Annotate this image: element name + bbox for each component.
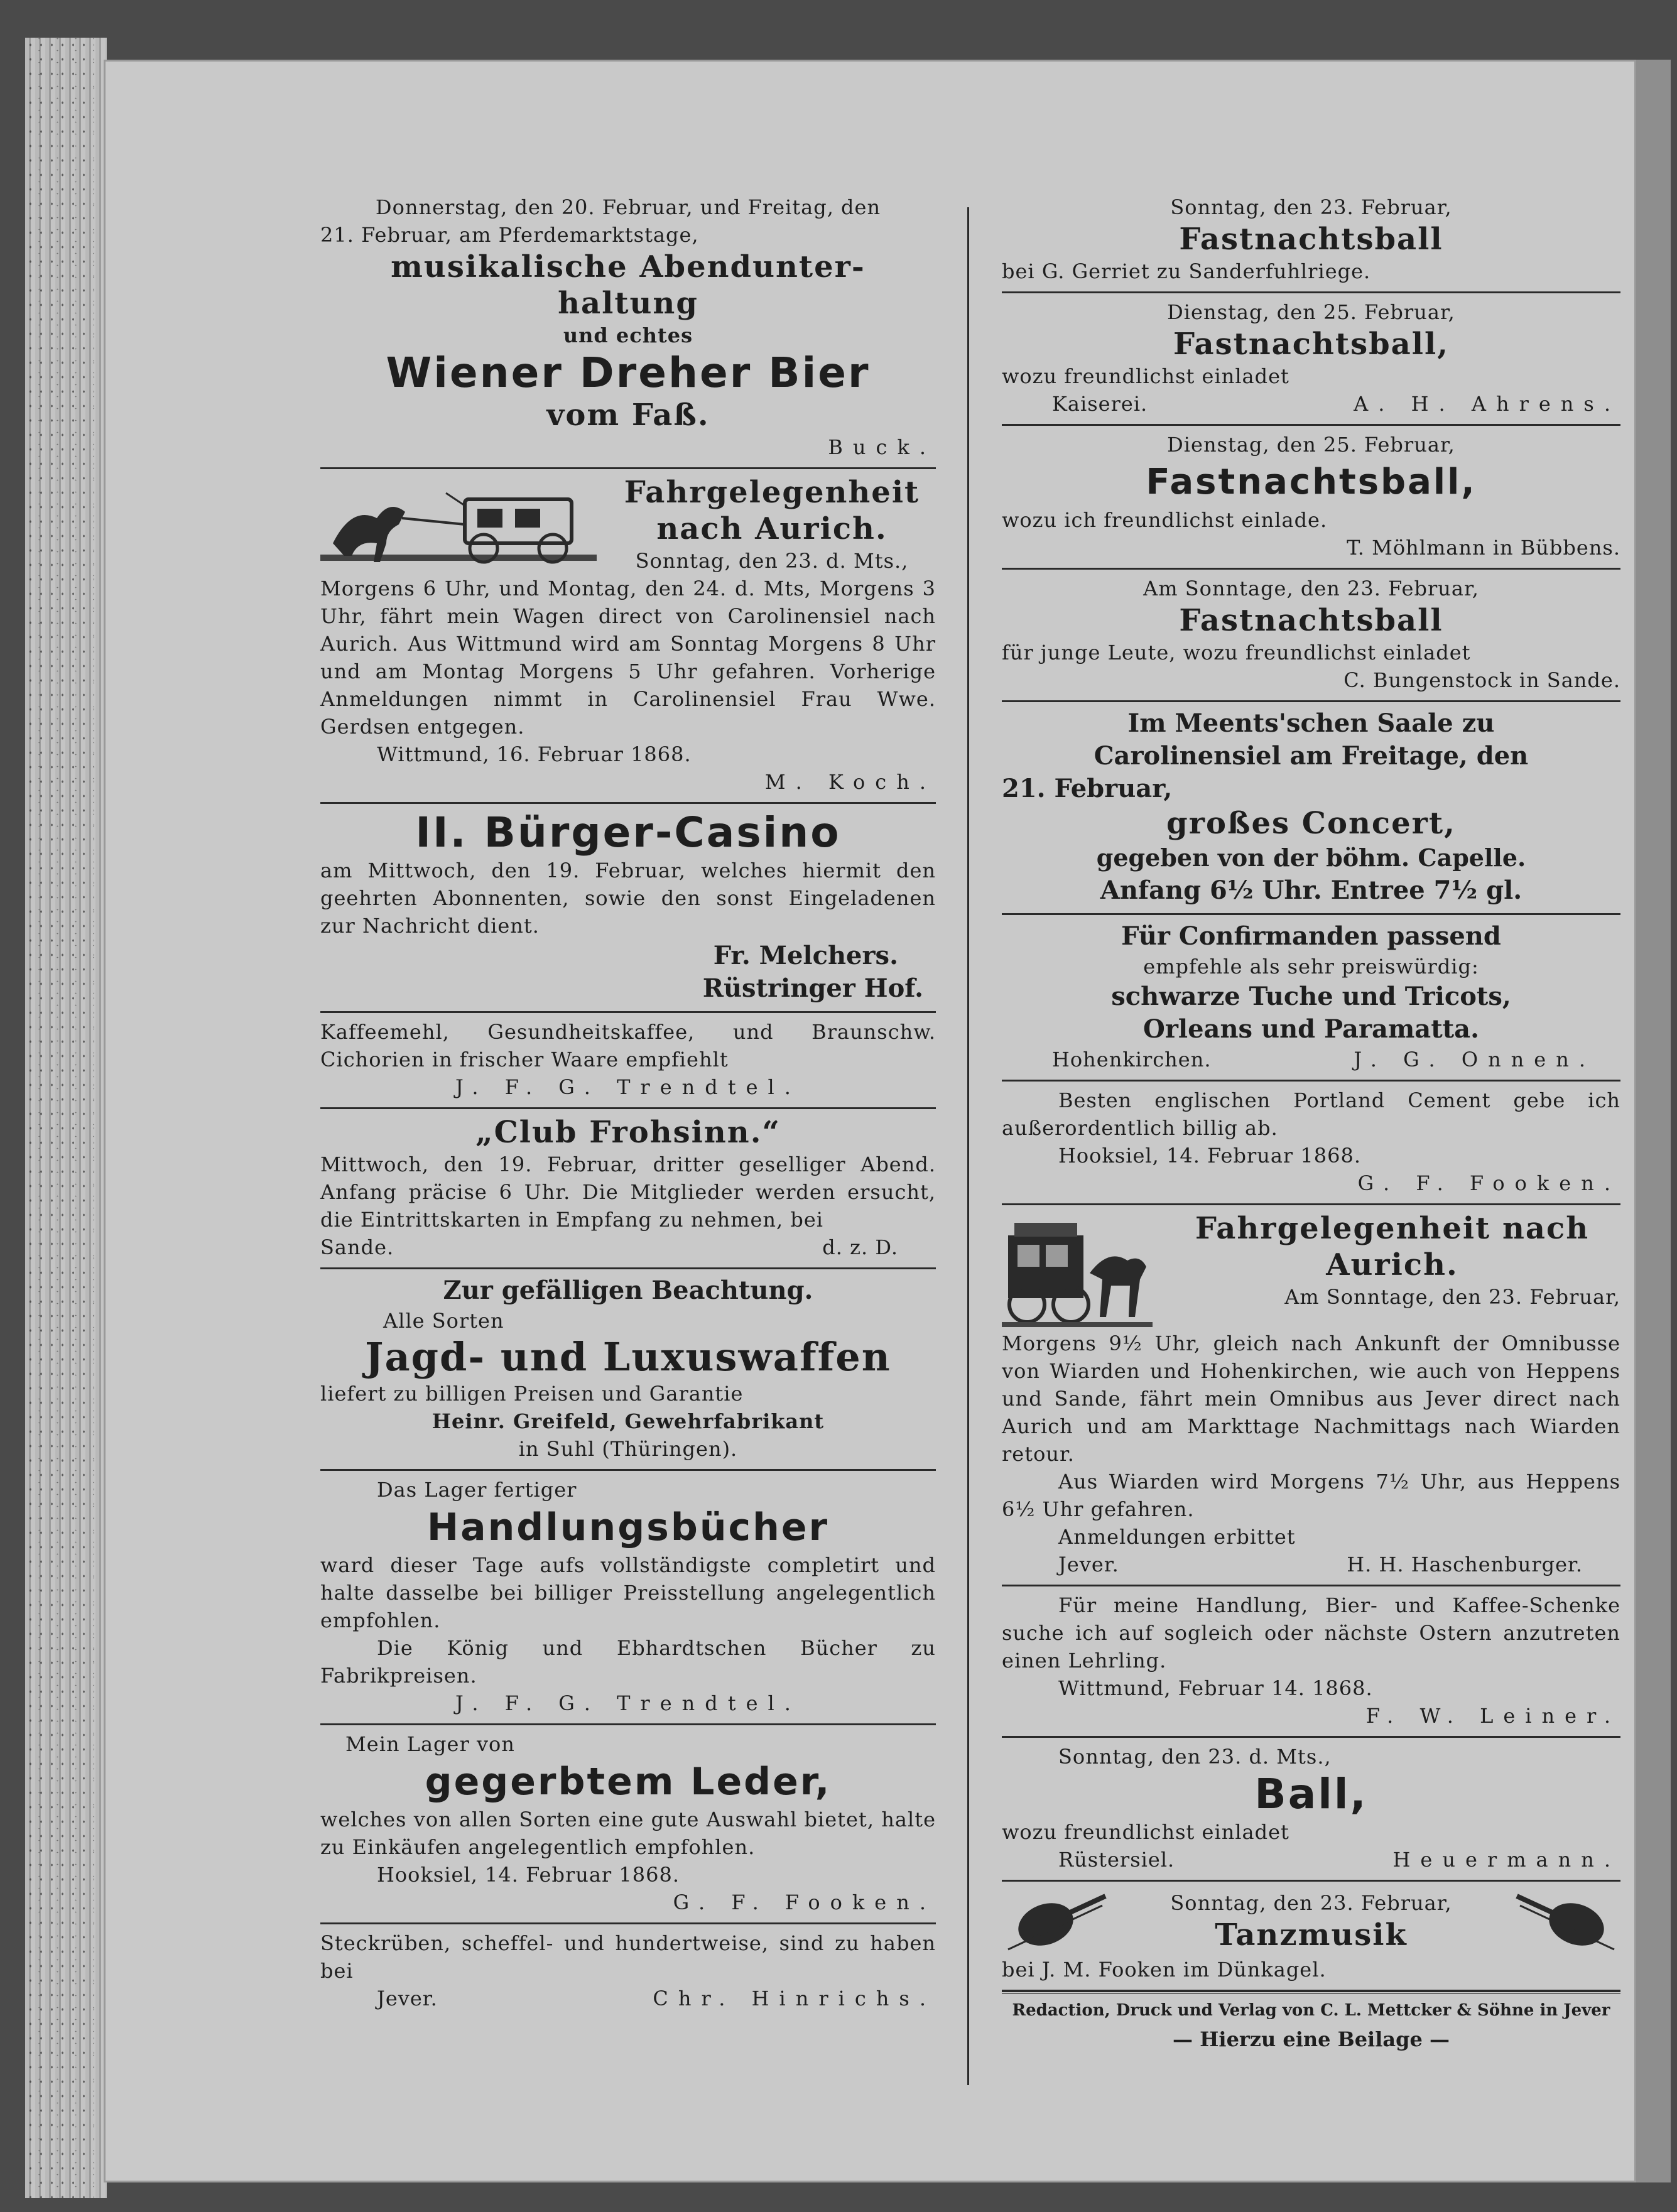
ad-signature: F. W. Leiner.: [1365, 1704, 1620, 1728]
violin-icon: [1514, 1887, 1620, 1956]
ad-portland-cement: [1002, 1082, 1620, 1205]
ad-headline: Fastnachtsball: [1179, 222, 1443, 257]
left-column: [320, 188, 936, 2019]
ad-body: Morgens 6 Uhr, und Montag, den 24. d. Mts, Morgens 3 Uhr, fährt mein Wagen direct von Carolinensiel nach Aurich. Aus Wittmund wird am Sonntag Morgens 8 Uhr und am Montag Morgens 5 Uhr gefahren. Vorherige Anmeldungen nimmt in Carolinensiel Frau Wwe. Gerdsen entgegen.: [320, 577, 936, 739]
ad-headline: Tanzmusik: [1215, 1917, 1408, 1953]
ad-header-row: [320, 474, 936, 575]
ad-signature: Chr. Hinrichs.: [653, 1987, 936, 2010]
ad-header-text: [1109, 1889, 1514, 1953]
ad-signature: H. H. Haschenburger.: [1347, 1553, 1583, 1576]
ad-headline: haltung: [558, 286, 698, 321]
ad-text: wozu freundlichst einladet: [1002, 1820, 1289, 1844]
ad-text: empfehle als sehr preiswürdig:: [1143, 955, 1479, 979]
ad-abendunterhaltung: [320, 188, 936, 469]
ad-fastnachtsball-gerriet: [1002, 188, 1620, 293]
ad-text: und echtes: [563, 323, 693, 347]
ad-body: am Mittwoch, den 19. Februar, welches hiermit den geehrten Abonnenten, sowie den sonst Eingeladenen zur Nachricht dient.: [320, 859, 936, 938]
ad-text: bei G. Gerriet zu Sanderfuhlriege.: [1002, 259, 1371, 283]
ad-headline: Orleans und Paramatta.: [1142, 1014, 1480, 1044]
ad-headline: großes Concert,: [1166, 806, 1456, 841]
ad-footer-row: [1002, 1846, 1620, 1873]
ad-headline: Fahrgelegenheit nach: [1195, 1211, 1590, 1246]
ad-signature: Fr. Melchers.: [713, 941, 898, 970]
ad-place: Kaiserei.: [1052, 392, 1148, 416]
ad-footer-row: [320, 1233, 936, 1261]
ad-date: Hooksiel, 14. Februar 1868.: [1058, 1144, 1361, 1168]
ad-text: Dienstag, den 25. Februar,: [1167, 300, 1455, 324]
ad-text: Donnerstag, den 20. Februar, und Freitag, den: [375, 195, 881, 219]
footer-rule: [1002, 1992, 1620, 1994]
ad-body: Steckrüben, scheffel- und hundertweise, sind zu haben bei: [320, 1931, 936, 1983]
ad-concert: [1002, 702, 1620, 915]
ad-headline: Für Confirmanden passend: [1121, 921, 1501, 951]
ad-fahrgelegenheit-koch: [320, 469, 936, 804]
ad-headline: nach Aurich.: [656, 511, 887, 546]
ad-header-row: [1002, 1210, 1620, 1330]
ad-fahrgelegenheit-haschenburger: [1002, 1205, 1620, 1586]
ad-signature: G. F. Fooken.: [1357, 1171, 1620, 1195]
ad-signature: M. Koch.: [764, 770, 936, 794]
ad-place: Jever.: [377, 1987, 438, 2010]
ad-text: 21. Februar, am Pferdemarktstage,: [320, 223, 699, 247]
ad-headline: Aurich.: [1326, 1247, 1458, 1282]
ad-text: für junge Leute, wozu freundlichst einladet: [1002, 641, 1471, 664]
ad-place: Hohenkirchen.: [1052, 1048, 1212, 1071]
ad-steckrueben: [320, 1924, 936, 2019]
ad-signature: Rüstringer Hof.: [702, 973, 923, 1003]
ad-text: Am Sonntage, den 23. Februar,: [1143, 577, 1479, 600]
ad-ball: [1002, 1738, 1620, 1882]
ad-text: Dienstag, den 25. Februar,: [1167, 433, 1455, 457]
ad-footer-row: [320, 1985, 936, 2012]
ad-signature: T. Möhlmann in Bübbens.: [1347, 536, 1620, 560]
ad-headline: Fastnachtsball,: [1146, 462, 1477, 502]
ad-place: Jever.: [1058, 1553, 1119, 1576]
ad-signature: d. z. D.: [822, 1235, 898, 1259]
ad-text: Alle Sorten: [383, 1309, 504, 1333]
ad-fastnachtsball-bungenstock: [1002, 570, 1620, 702]
ad-handlungsbuecher: [320, 1471, 936, 1725]
ad-body: Die König und Ebhardtschen Bücher zu Fabrikpreisen.: [320, 1636, 936, 1688]
ad-headline: II. Bürger-Casino: [415, 808, 841, 857]
ad-body: Für meine Handlung, Bier- und Kaffee-Schenke suche ich auf sogleich oder nächste Ostern anzutreten einen Lehrling.: [1002, 1593, 1620, 1673]
ad-buerger-casino: [320, 804, 936, 1013]
ad-headline: Fastnachtsball,: [1173, 327, 1449, 362]
ad-lehrling: [1002, 1586, 1620, 1738]
ad-body: Mittwoch, den 19. Februar, dritter geselliger Abend. Anfang präcise 6 Uhr. Die Mitglieder werden ersucht, die Eintrittskarten in Empfang zu nehmen, bei: [320, 1152, 936, 1232]
ad-date: Wittmund, Februar 14. 1868.: [1058, 1676, 1373, 1700]
ad-body: ward dieser Tage aufs vollständigste completirt und halte dasselbe bei billiger Preisstellung angelegentlich empfohlen.: [320, 1553, 936, 1632]
horse-carriage-icon: [320, 474, 597, 568]
ad-body: Besten englischen Portland Cement gebe ich außerordentlich billig ab.: [1002, 1088, 1620, 1140]
ad-headline: Handlungsbücher: [426, 1505, 830, 1549]
ad-headline: Ball,: [1254, 1770, 1368, 1818]
ad-text: Sonntag, den 23. Februar,: [1170, 1891, 1452, 1915]
ad-header-row: [1002, 1887, 1620, 1956]
ad-signature: Heuermann.: [1392, 1848, 1620, 1872]
ad-headline: musikalische Abendunter-: [391, 249, 866, 285]
ad-signature: A. H. Ahrens.: [1354, 392, 1620, 416]
column-divider: [967, 207, 969, 2085]
ad-headline: Fastnachtsball: [1179, 603, 1443, 638]
ad-text: Mein Lager von: [345, 1732, 515, 1756]
ad-text: liefert zu billigen Preisen und Garantie: [320, 1382, 744, 1406]
ad-headline: Jagd- und Luxuswaffen: [365, 1334, 891, 1380]
ad-headline: 21. Februar,: [1002, 774, 1173, 803]
omnibus-icon: [1002, 1210, 1153, 1330]
ad-fastnachtsball-moehlmann: [1002, 426, 1620, 570]
speckled-book-edge: [25, 38, 94, 2198]
imprint: Redaction, Druck und Verlag von C. L. Mettcker & Söhne in Jever: [1012, 2001, 1610, 2020]
ad-headline: Anfang 6½ Uhr. Entree 7½ gl.: [1100, 876, 1522, 905]
ad-date: Wittmund, 16. Februar 1868.: [377, 742, 692, 766]
ad-text: wozu freundlichst einladet: [1002, 364, 1289, 388]
ad-text: Am Sonntage, den 23. Februar,: [1284, 1285, 1620, 1309]
ad-text: bei J. M. Fooken im Dünkagel.: [1002, 1958, 1327, 1982]
ad-place: Rüstersiel.: [1058, 1848, 1175, 1872]
ad-text: Heinr. Greifeld, Gewehrfabrikant: [431, 1409, 825, 1433]
ad-body: Kaffeemehl, Gesundheitskaffee, und Braunschw. Cichorien in frischer Waare empfiehlt: [320, 1020, 936, 1071]
supplement-note: — Hierzu eine Beilage —: [1173, 2027, 1450, 2051]
ad-headline: gegerbtem Leder,: [425, 1760, 832, 1804]
ad-text: Das Lager fertiger: [377, 1478, 577, 1502]
ad-kaffeemehl: [320, 1013, 936, 1109]
ad-headline: Wiener Dreher Bier: [386, 349, 871, 397]
ad-headline: Carolinensiel am Freitage, den: [1094, 741, 1529, 771]
right-column: [1002, 188, 1620, 2052]
ad-tanzmusik: [1002, 1882, 1620, 1992]
ad-place: Sande.: [320, 1235, 394, 1259]
ad-headline: Zur gefälligen Beachtung.: [443, 1276, 813, 1305]
ad-date: Hooksiel, 14. Februar 1868.: [377, 1863, 680, 1887]
ad-text: Anmeldungen erbittet: [1058, 1525, 1296, 1549]
ad-jagdwaffen: [320, 1269, 936, 1471]
ad-fastnachtsball-ahrens: [1002, 293, 1620, 426]
ad-body: welches von allen Sorten eine gute Auswahl bietet, halte zu Einkäufen angelegentlich empfohlen.: [320, 1808, 936, 1859]
ad-text: wozu ich freundlichst einlade.: [1002, 508, 1328, 532]
ad-headline: Im Meents'schen Saale zu: [1127, 708, 1495, 738]
ad-signature: C. Bungenstock in Sande.: [1343, 668, 1620, 692]
ad-footer-row: [1002, 390, 1620, 418]
ad-text: Sonntag, den 23. Februar,: [1170, 195, 1452, 219]
ad-text: Sonntag, den 23. d. Mts.,: [1058, 1745, 1332, 1769]
ad-text: in Suhl (Thüringen).: [518, 1437, 738, 1461]
ad-signature: G. F. Fooken.: [673, 1890, 936, 1914]
ad-body: Morgens 9½ Uhr, gleich nach Ankunft der Omnibusse von Wiarden und Hohenkirchen, wie auch von Heppens und Sande, fährt mein Omnibus aus Jever direct nach Aurich und am Markttage Nachmittags nach Wiarden retour.: [1002, 1331, 1620, 1466]
ad-signature: Buck.: [828, 435, 936, 459]
ad-footer-row: [1002, 1551, 1620, 1578]
ad-text: Sonntag, den 23. d. Mts.,: [635, 549, 909, 573]
ad-signature: J. F. G. Trendtel.: [455, 1691, 801, 1715]
ad-confirmanden: [1002, 915, 1620, 1082]
ad-body: Aus Wiarden wird Morgens 7½ Uhr, aus Heppens 6½ Uhr gefahren.: [1002, 1470, 1620, 1521]
ad-header-text: [608, 474, 936, 575]
ad-headline: „Club Frohsinn.“: [475, 1115, 781, 1150]
ad-headline: vom Faß.: [546, 398, 710, 433]
ad-header-text: [1164, 1210, 1620, 1311]
ad-leder: [320, 1725, 936, 1924]
ad-signature: J. G. Onnen.: [1354, 1048, 1595, 1071]
ad-headline: Fahrgelegenheit: [624, 475, 920, 510]
violin-icon: [1002, 1887, 1109, 1956]
ad-club-frohsinn: [320, 1109, 936, 1269]
ad-headline: schwarze Tuche und Tricots,: [1111, 982, 1511, 1011]
page-right-edge: [1636, 60, 1671, 2182]
ad-headline: gegeben von der böhm. Capelle.: [1096, 843, 1526, 872]
ad-footer-row: [1002, 1046, 1620, 1073]
ad-signature: J. F. G. Trendtel.: [455, 1075, 801, 1099]
